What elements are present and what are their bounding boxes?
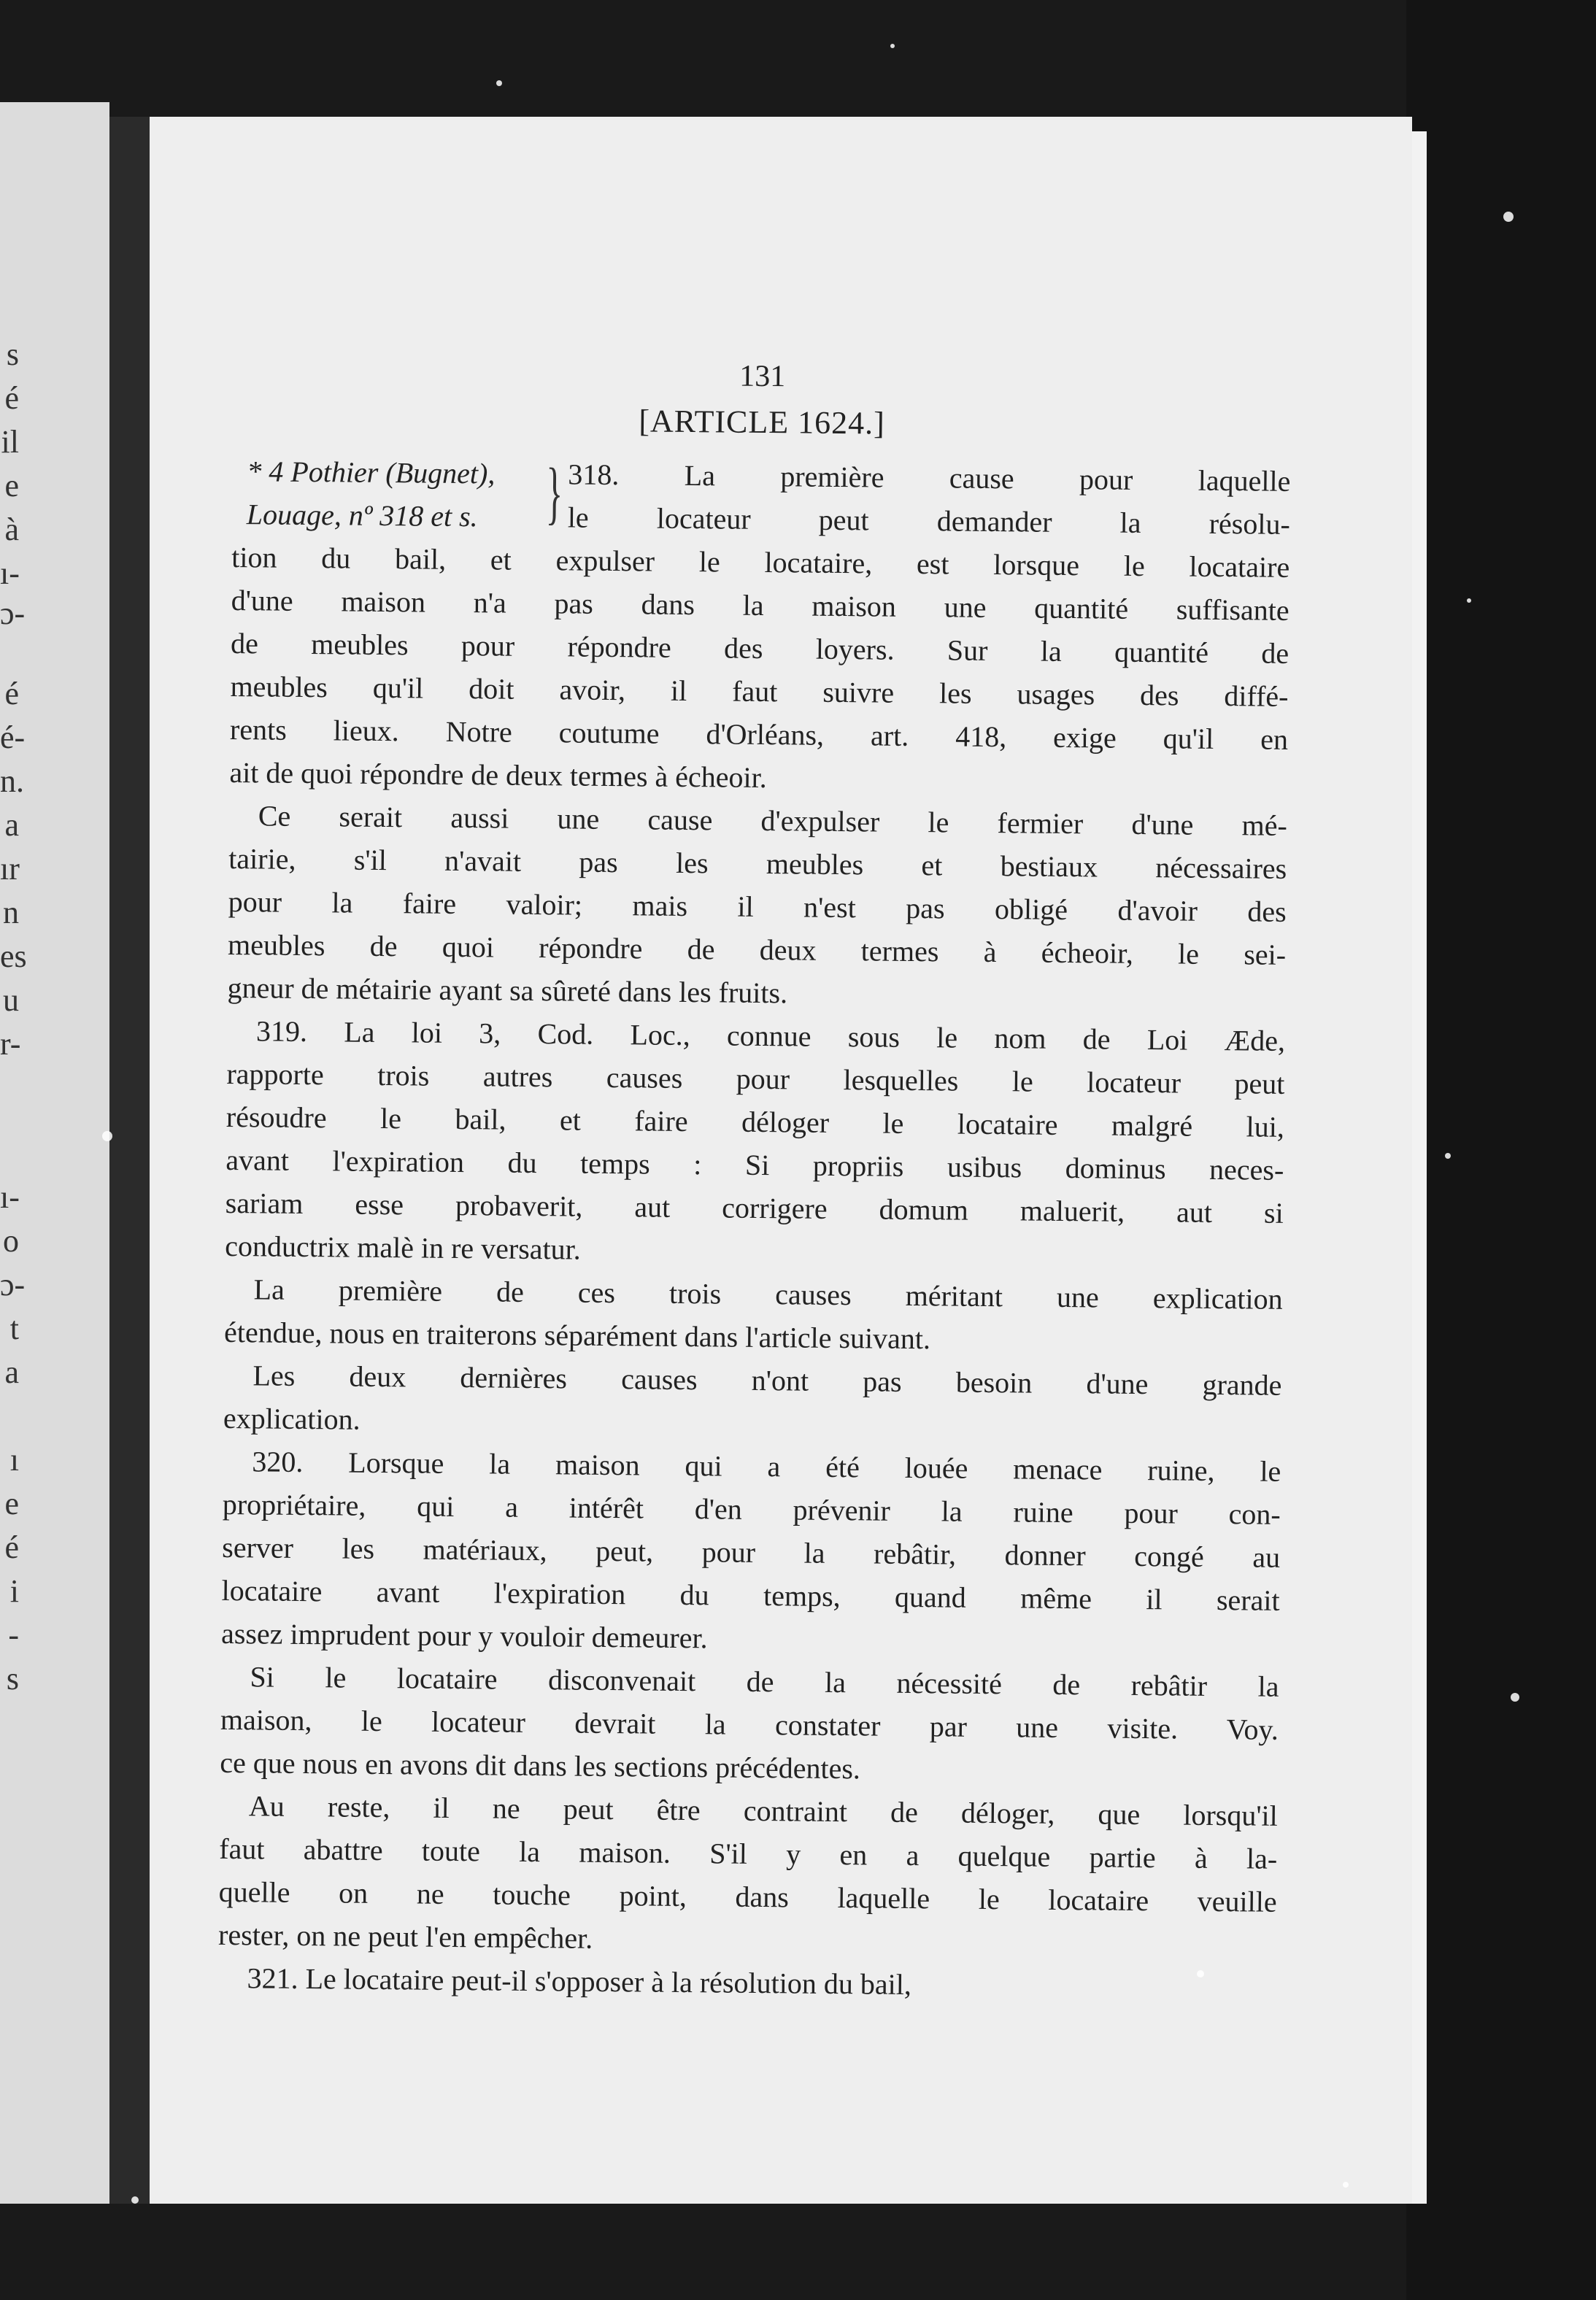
text-line: Au reste, il ne peut être contraint de déloger, que lorsqu'il [248, 1789, 1279, 1832]
dark-background-right [1406, 0, 1596, 2300]
reference-text [568, 452, 1291, 545]
text-line: explication. [223, 1401, 361, 1436]
text-line: rents lieux. Notre coutume d'Orléans, art. 418, exige qu'il en [229, 712, 1289, 756]
brace-icon: } [545, 453, 563, 532]
left-page-fragment: ɔ- [0, 1267, 26, 1303]
left-page-fragment: a [4, 807, 19, 843]
text-line: propriétaire, qui a intérêt d'en prévenir la ruine pour con- [222, 1487, 1281, 1531]
left-page-fragment: ı [9, 1442, 19, 1478]
left-page-fragment: o [3, 1223, 19, 1259]
left-page-fragment: s [6, 336, 19, 372]
text-line: quelle on ne touche point, dans laquelle le locataire veuille [218, 1875, 1277, 1918]
text-line: tairie, s'il n'avait pas les meubles et bestiaux nécessaires [228, 841, 1287, 885]
article-title: [ARTICLE 1624.] [639, 403, 886, 441]
paragraph [218, 1784, 1278, 1967]
left-page-fragment: é- [0, 719, 26, 755]
text-line: 320. Lorsque la maison qui a été louée menace ruine, le [252, 1445, 1281, 1488]
left-page-fragment: i [9, 1573, 19, 1609]
paragraph [217, 1956, 1276, 2010]
left-facing-page [0, 102, 109, 2204]
left-page-fragment: il [1, 424, 19, 460]
left-page-fragment: e [4, 468, 19, 503]
left-page-fragment: - [8, 1617, 19, 1653]
text-line: sariam esse probaverit, aut corrigere domum maluerit, aut si [225, 1186, 1284, 1230]
text-line: tion du bail, et expulser le locataire, est lorsque le locataire [231, 540, 1290, 584]
dust-speck [131, 2196, 139, 2204]
paragraph [227, 794, 1287, 1019]
dust-speck [1511, 1693, 1519, 1702]
page-content [217, 350, 1292, 2010]
left-page-fragment: r- [0, 1026, 21, 1062]
book-spine [109, 117, 150, 2204]
text-line: rapporte trois autres causes pour lesquelles le locateur peut [226, 1057, 1285, 1100]
paragraph [221, 1440, 1281, 1665]
paragraph [220, 1655, 1279, 1794]
text-line: résoudre le bail, et faire déloger le locataire malgré lui, [225, 1100, 1285, 1143]
left-page-fragment: à [4, 512, 19, 547]
left-page-fragment: t [9, 1311, 19, 1346]
paragraph [229, 536, 1289, 804]
left-page-fragment: ır [0, 851, 20, 887]
paragraph [224, 1267, 1283, 1364]
paragraph [223, 1354, 1282, 1450]
text-line: 318. La première cause pour laquelle [568, 458, 1291, 498]
dust-speck [1197, 1970, 1204, 1977]
text-line: conductrix malè in re versatur. [225, 1229, 582, 1266]
left-page-fragment: es [0, 938, 27, 974]
text-line: faut abattre toute la maison. S'il y en a quelque partie à la- [219, 1832, 1278, 1875]
text-line: maison, le locateur devrait la constater par une visite. Voy. [220, 1702, 1279, 1746]
left-page-fragment: ı- [0, 1179, 20, 1215]
left-page-fragment: e [4, 1486, 19, 1521]
reference-citation [232, 449, 539, 539]
dust-speck [496, 80, 502, 86]
text-line: ce que nous en avons dit dans les sections précédentes. [220, 1745, 861, 1786]
left-page-fragment: é [4, 676, 19, 711]
left-page-fragment: é [4, 380, 19, 416]
text-line: 319. La loi 3, Cod. Loc., connue sous le nom de Loi Æde, [255, 1014, 1286, 1057]
left-page-fragment: a [4, 1354, 19, 1390]
text-line: server les matériaux, peut, pour la rebâtir, donner congé au [222, 1530, 1281, 1574]
citation-line: Louage, nº 318 et s. [246, 498, 478, 533]
text-line: gneur de métairie ayant sa sûreté dans les fruits. [227, 970, 788, 1010]
page-number: 131 [739, 359, 786, 394]
text-line: Ce serait aussi une cause d'expulser le fermier d'une mé- [258, 799, 1288, 842]
body-text [217, 536, 1289, 2010]
dust-speck [1467, 598, 1471, 603]
text-line: 321. Le locataire peut-il s'opposer à la résolution du bail, [247, 1961, 912, 2002]
left-page-fragment: é [4, 1529, 19, 1565]
left-page-fragment: ɔ- [0, 595, 26, 631]
text-line: d'une maison n'a pas dans la maison une quantité suffisante [231, 583, 1289, 627]
left-page-fragment: n [3, 895, 19, 930]
dust-speck [102, 1131, 112, 1141]
dust-speck [1445, 1153, 1451, 1159]
text-line: ait de quoi répondre de deux termes à écheoir. [229, 755, 768, 795]
left-page-fragment: n. [0, 763, 24, 799]
dust-speck [1503, 212, 1514, 222]
text-line: avant l'expiration du temps : Si propriis usibus dominus neces- [225, 1143, 1284, 1186]
dust-speck [890, 44, 895, 48]
text-line: rester, on ne peut l'en empêcher. [217, 1918, 593, 1955]
book-page [150, 117, 1412, 2204]
left-page-fragment: s [6, 1661, 19, 1697]
left-page-fragment: ı- [0, 555, 20, 591]
left-page-fragment: u [3, 982, 19, 1018]
text-line: Les deux dernières causes n'ont pas besoin d'une grande [252, 1359, 1282, 1402]
text-line: meubles qu'il doit avoir, il faut suivre les usages des diffé- [230, 669, 1289, 713]
paragraph [225, 1009, 1285, 1278]
citation-line: * 4 Pothier (Bugnet), [247, 455, 496, 490]
text-line: meubles de quoi répondre de deux termes à écheoir, le sei- [227, 927, 1287, 971]
text-line: Si le locataire disconvenait de la nécessité de rebâtir la [250, 1660, 1279, 1703]
text-line: le locateur peut demander la résolu- [567, 501, 1290, 541]
reference-block [232, 449, 1291, 546]
text-line: de meubles pour répondre des loyers. Sur la quantité de [230, 626, 1289, 670]
dust-speck [1343, 2182, 1349, 2188]
text-line: pour la faire valoir; mais il n'est pas obligé d'avoir des [228, 884, 1287, 928]
text-line: assez imprudent pour y vouloir demeurer. [220, 1616, 708, 1655]
text-line: locataire avant l'expiration du temps, quand même il serait [221, 1573, 1280, 1617]
text-line: La première de ces trois causes méritant une explication [253, 1273, 1283, 1316]
text-line: étendue, nous en traiterons séparément dans l'article suivant. [223, 1315, 931, 1356]
